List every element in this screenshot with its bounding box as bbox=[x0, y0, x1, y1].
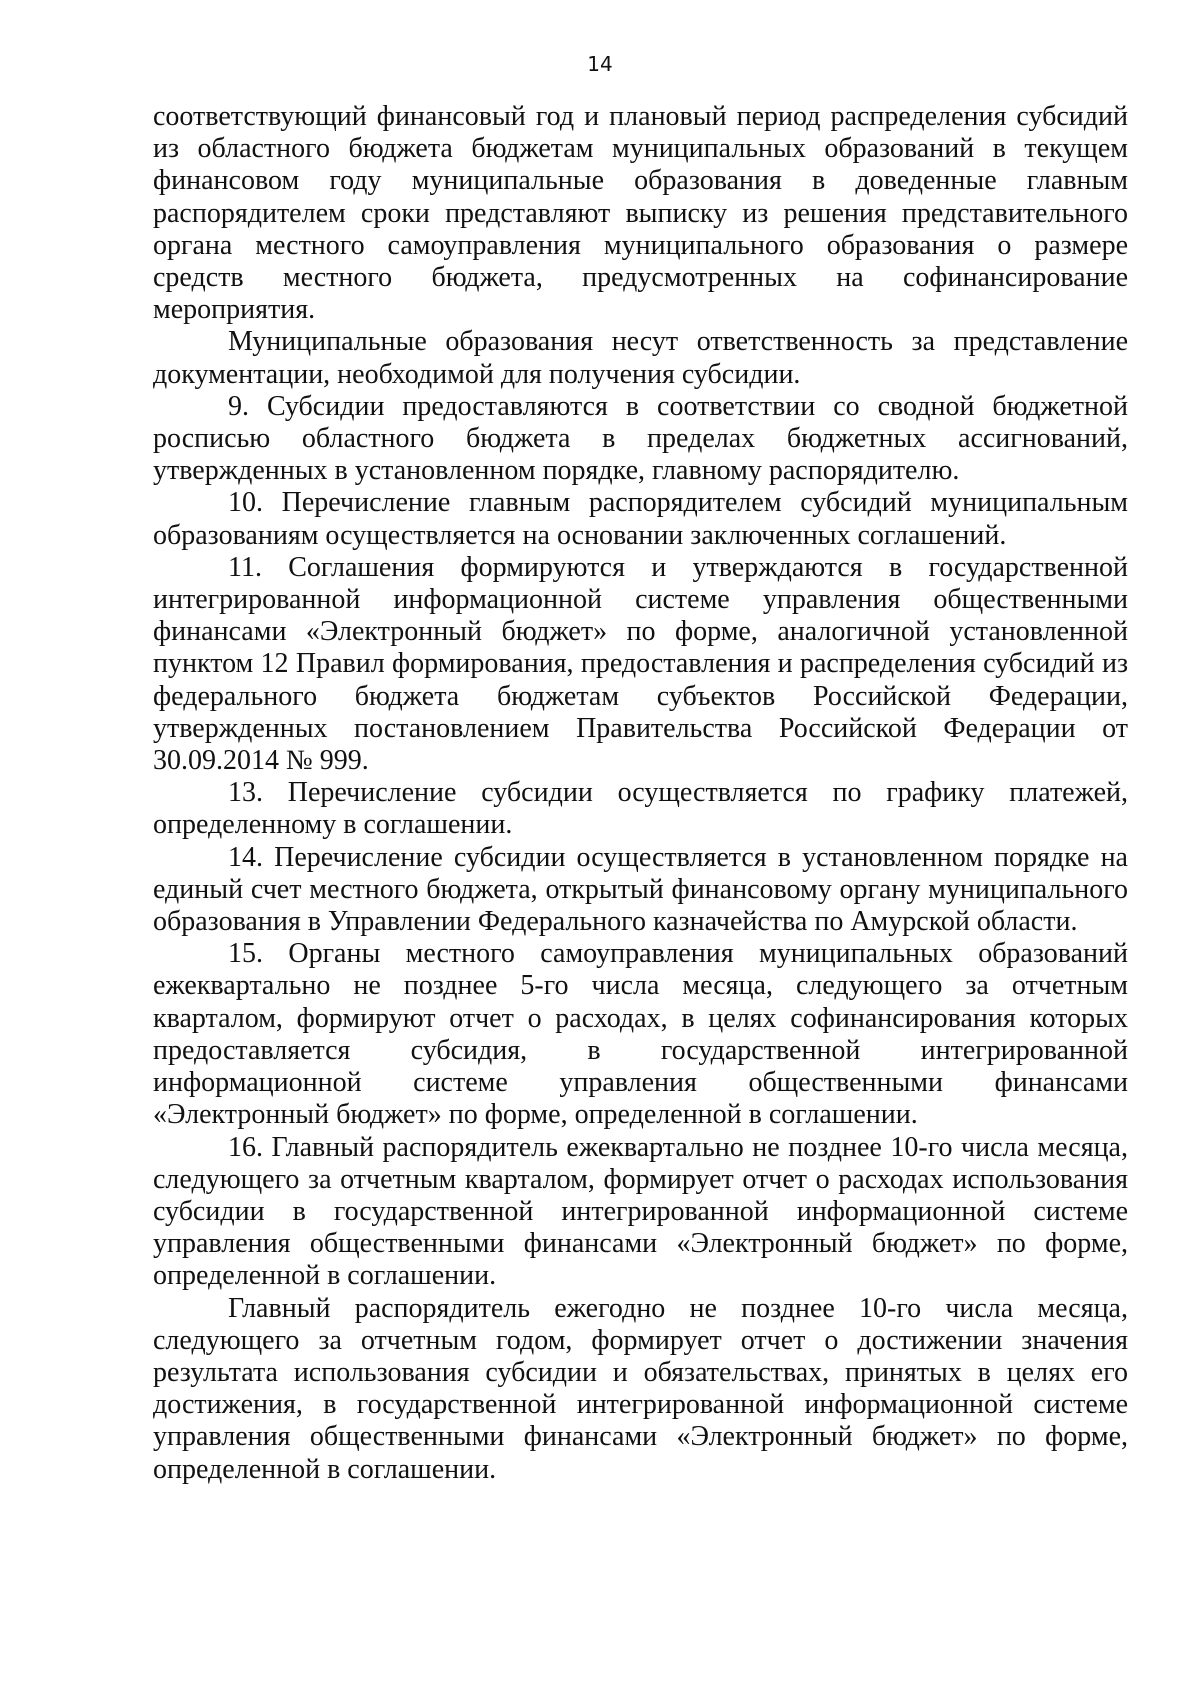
page-number: 14 bbox=[587, 52, 613, 76]
paragraph-responsibility: Муниципальные образования несут ответственность за представление документации, необходимой для получения субсидии. bbox=[153, 326, 1128, 390]
paragraph-item-9: 9. Субсидии предоставляются в соответствии со сводной бюджетной росписью областного бюджета в пределах бюджетных ассигнований, утвержденных в установленном порядке, главному распорядителю. bbox=[153, 390, 1128, 487]
paragraph-item-13: 13. Перечисление субсидии осуществляется по графику платежей, определенному в соглашении. bbox=[153, 777, 1128, 841]
paragraph-item-16: 16. Главный распорядитель ежеквартально не позднее 10-го числа месяца, следующего за отчетным кварталом, формирует отчет о расходах использования субсидии в государственной интегрированной информационной системе управления общественными финансами «Электронный бюджет» по форме, определенной в соглашении. bbox=[153, 1131, 1128, 1292]
paragraph-item-11: 11. Соглашения формируются и утверждаются в государственной интегрированной информационной системе управления общественными финансами «Электронный бюджет» по форме, аналогичной установленной пунктом 12 Правил формирования, предоставления и распределения субсидий из федерального бюджета бюджетам субъектов Российской Федерации, утвержденных постановлением Правительства Российской Федерации от 30.09.2014 № 999. bbox=[153, 551, 1128, 777]
paragraph-item-15: 15. Органы местного самоуправления муниципальных образований ежеквартально не позднее 5-го числа месяца, следующего за отчетным кварталом, формируют отчет о расходах, в целях софинансирования которых предоставляется субсидия, в государственной интегрированной информационной системе управления общественными финансами «Электронный бюджет» по форме, определенной в соглашении. bbox=[153, 938, 1128, 1131]
paragraph-continuation: соответствующий финансовый год и плановый период распределения субсидий из областного бюджета бюджетам муниципальных образований в текущем финансовом году муниципальные образования в доведенные главным распорядителем сроки представляют выписку из решения представительного органа местного самоуправления муниципального образования о размере средств местного бюджета, предусмотренных на софинансирование мероприятия. bbox=[153, 101, 1128, 326]
paragraph-annual-report: Главный распорядитель ежегодно не позднее 10-го числа месяца, следующего за отчетным годом, формирует отчет о достижении значения результата использования субсидии и обязательствах, принятых в целях его достижения, в государственной интегрированной информационной системе управления общественными финансами «Электронный бюджет» по форме, определенной в соглашении. bbox=[153, 1292, 1128, 1485]
paragraph-item-14: 14. Перечисление субсидии осуществляется в установленном порядке на единый счет местного бюджета, открытый финансовому органу муниципального образования в Управлении Федерального казначейства по Амурской области. bbox=[153, 841, 1128, 938]
paragraph-item-10: 10. Перечисление главным распорядителем субсидий муниципальным образованиям осуществляется на основании заключенных соглашений. bbox=[153, 487, 1128, 551]
document-body bbox=[153, 101, 1128, 1486]
